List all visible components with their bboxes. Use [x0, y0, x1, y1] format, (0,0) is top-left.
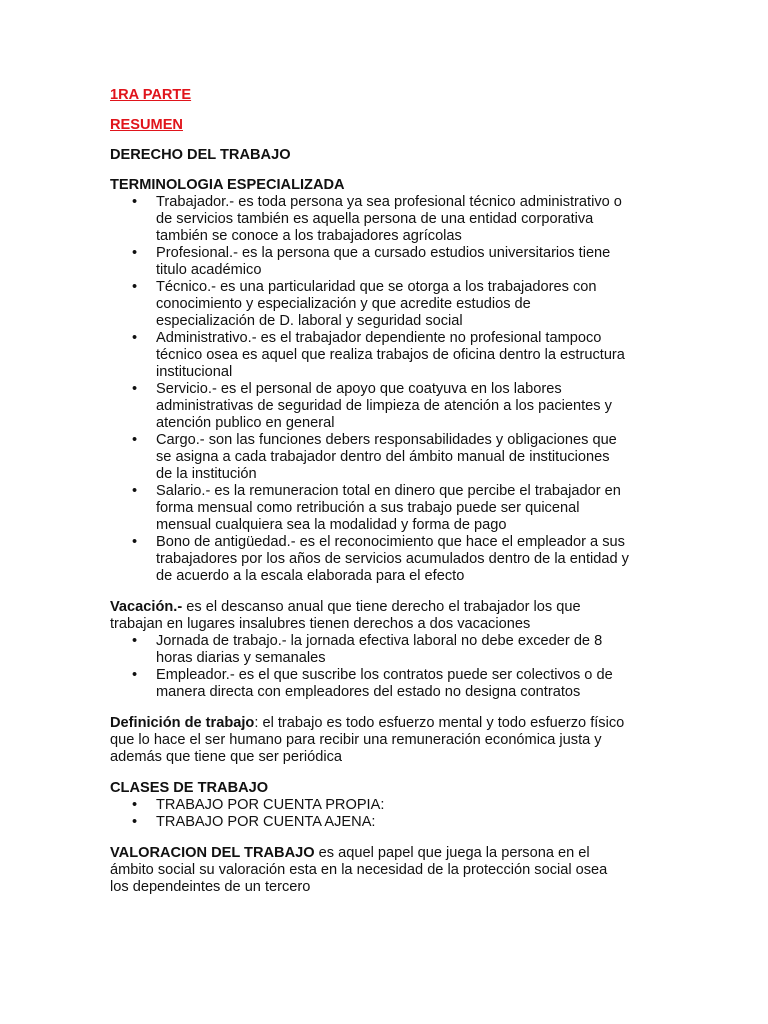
list-item: [110, 330, 665, 381]
list-item: [110, 381, 665, 432]
bullet-icon: •: [132, 432, 138, 448]
term-line: Técnico.- es una particularidad que se otorga a los trabajadores con: [156, 279, 597, 295]
list-item: [110, 797, 665, 814]
term-line: especialización de D. laboral y seguridad social: [156, 313, 463, 329]
definicion-term: Definición de trabajo: [110, 715, 255, 731]
paragraph-line: además que tiene que ser periódica: [110, 749, 343, 765]
bullet-icon: •: [132, 381, 138, 397]
bullet-icon: •: [132, 245, 138, 261]
terms2-list: [110, 633, 665, 701]
resumen-heading: RESUMEN: [110, 117, 183, 133]
term-line: Cargo.- son las funciones debers responsabilidades y obligaciones que: [156, 432, 617, 448]
list-item: [110, 432, 665, 483]
term-line: mensual cualquiera sea la modalidad y forma de pago: [156, 517, 507, 533]
term-line: de la institución: [156, 466, 257, 482]
clase-line: TRABAJO POR CUENTA PROPIA:: [156, 797, 385, 813]
paragraph-line: que lo hace el ser humano para recibir una remuneración económica justa y: [110, 732, 602, 748]
paragraph-line: los dependeintes de un tercero: [110, 879, 311, 895]
term-line: titulo académico: [156, 262, 262, 278]
term-line: trabajadores por los años de servicios acumulados dentro de la entidad y: [156, 551, 629, 567]
list-item: [110, 194, 665, 245]
term-line: administrativas de seguridad de limpieza de atención a los pacientes y: [156, 398, 612, 414]
list-item: [110, 279, 665, 330]
term-line: Profesional.- es la persona que a cursado estudios universitarios tiene: [156, 245, 611, 261]
bullet-icon: •: [132, 483, 138, 499]
bullet-icon: •: [132, 194, 138, 210]
paragraph-line: trabajan en lugares insalubres tienen derechos a dos vacaciones: [110, 616, 531, 632]
paragraph-text: : el trabajo es todo esfuerzo mental y todo esfuerzo físico: [254, 715, 625, 731]
term-line: Servicio.- es el personal de apoyo que coatyuva en los labores: [156, 381, 562, 397]
paragraph-line: [110, 599, 665, 616]
bullet-icon: •: [132, 279, 138, 295]
term-line: de servicios también es aquella persona de una entidad corporativa: [156, 211, 594, 227]
bullet-icon: •: [132, 667, 138, 683]
term-line: forma mensual como retribución a sus trabajo puede ser quicenal: [156, 500, 580, 516]
term-line: conocimiento y especialización y que acredite estudios de: [156, 296, 531, 312]
term-line: técnico osea es aquel que realiza trabajos de oficina dentro la estructura: [156, 347, 625, 363]
paragraph-line: ámbito social su valoración esta en la necesidad de la protección social osea: [110, 862, 608, 878]
term-line: Administrativo.- es el trabajador dependiente no profesional tampoco: [156, 330, 602, 346]
definicion-paragraph: [110, 715, 665, 766]
vacacion-paragraph: [110, 599, 665, 633]
bullet-icon: •: [132, 534, 138, 550]
paragraph-text: es el descanso anual que tiene derecho el trabajador los que: [182, 599, 581, 615]
paragraph-line: [110, 845, 665, 862]
list-item: [110, 483, 665, 534]
term-line: institucional: [156, 364, 233, 380]
list-item: [110, 245, 665, 279]
bullet-icon: •: [132, 814, 138, 830]
paragraph-text: es aquel papel que juega la persona en el: [314, 845, 590, 861]
term-line: Salario.- es la remuneracion total en dinero que percibe el trabajador en: [156, 483, 621, 499]
terminologia-heading: TERMINOLOGIA ESPECIALIZADA: [110, 177, 345, 193]
valoracion-paragraph: [110, 845, 665, 896]
paragraph-line: [110, 715, 665, 732]
valoracion-term: VALORACION DEL TRABAJO: [110, 845, 315, 861]
bullet-icon: •: [132, 633, 138, 649]
bullet-icon: •: [132, 797, 138, 813]
list-item: [110, 534, 665, 585]
part-heading: 1RA PARTE: [110, 87, 192, 103]
term-line: atención publico en general: [156, 415, 335, 431]
term-line: también se conoce a los trabajadores agrícolas: [156, 228, 462, 244]
term-line: Jornada de trabajo.- la jornada efectiva laboral no debe exceder de 8: [156, 633, 603, 649]
document-content: [110, 87, 665, 896]
term-line: se asigna a cada trabajador dentro del ámbito manual de instituciones: [156, 449, 610, 465]
term-line: Trabajador.- es toda persona ya sea profesional técnico administrativo o: [156, 194, 622, 210]
term-line: de acuerdo a la escala elaborada para el efecto: [156, 568, 465, 584]
list-item: [110, 814, 665, 831]
list-item: [110, 633, 665, 667]
term-line: horas diarias y semanales: [156, 650, 326, 666]
derecho-heading: DERECHO DEL TRABAJO: [110, 147, 291, 163]
clases-list: [110, 797, 665, 831]
terms-list: [110, 194, 665, 585]
term-line: Bono de antigüedad.- es el reconocimiento que hace el empleador a sus: [156, 534, 625, 550]
clase-line: TRABAJO POR CUENTA AJENA:: [156, 814, 376, 830]
term-line: manera directa con empleadores del estado no designa contratos: [156, 684, 581, 700]
list-item: [110, 667, 665, 701]
vacacion-term: Vacación.-: [110, 599, 183, 615]
clases-heading: CLASES DE TRABAJO: [110, 780, 269, 796]
bullet-icon: •: [132, 330, 138, 346]
term-line: Empleador.- es el que suscribe los contratos puede ser colectivos o de: [156, 667, 613, 683]
